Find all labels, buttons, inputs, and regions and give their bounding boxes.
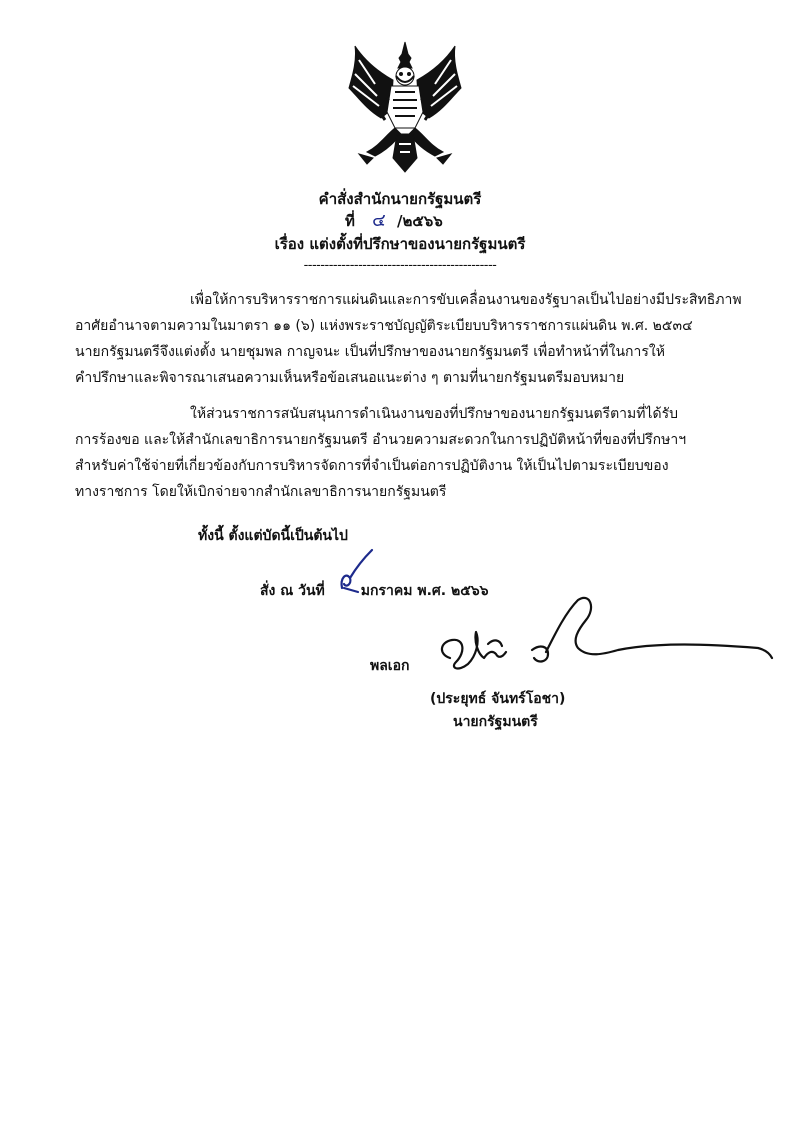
signature-mark [428, 592, 778, 682]
order-number-prefix: ที่ [345, 212, 355, 230]
paragraph-line: ทางราชการ โดยให้เบิกจ่ายจากสำนักเลขาธิการนายกรัฐมนตรี [75, 484, 447, 500]
effective-clause: ทั้งนี้ ตั้งแต่บัดนี้เป็นต้นไป [198, 528, 348, 544]
order-number [345, 211, 443, 231]
handwritten-day-mark [336, 548, 376, 598]
order-title: คำสั่งสำนักนายกรัฐมนตรี [318, 190, 482, 208]
paragraph-line: คำปรึกษาและพิจารณาเสนอความเห็นหรือข้อเสนอแนะต่าง ๆ ตามที่นายกรัฐมนตรีมอบหมาย [75, 370, 625, 386]
paragraph-1 [75, 287, 742, 391]
date-prefix: สั่ง ณ วันที่ [260, 583, 325, 599]
paragraph-line: สำหรับค่าใช้จ่ายที่เกี่ยวข้องกับการบริหารจัดการที่จำเป็นต่อการปฏิบัติงาน ให้เป็นไปตามระเบียบของ [75, 458, 669, 474]
paragraph-line: การร้องขอ และให้สำนักเลขาธิการนายกรัฐมนตรี อำนวยความสะดวกในการปฏิบัติหน้าที่ของที่ปรึกษาฯ [75, 432, 687, 448]
paragraph-line: นายกรัฐมนตรีจึงแต่งตั้ง นายชุมพล กาญจนะ เป็นที่ปรึกษาของนายกรัฐมนตรี เพื่อทำหน้าที่ในการให้ [75, 344, 665, 360]
paragraph-line: อาศัยอำนาจตามความในมาตรา ๑๑ (๖) แห่งพระราชบัญญัติระเบียบบริหารราชการแผ่นดิน พ.ศ. ๒๕๓๔ [75, 318, 693, 334]
date-month-year: มกราคม พ.ศ. ๒๕๖๖ [360, 583, 489, 599]
signer-name: (ประยุทธ์ จันทร์โอชา) [430, 691, 566, 707]
paragraph-2 [75, 401, 715, 505]
paragraph-line: ให้ส่วนราชการสนับสนุนการดำเนินงานของที่ปรึกษาของนายกรัฐมนตรีตามที่ได้รับ [190, 406, 679, 422]
order-number-suffix: /๒๕๖๖ [396, 212, 443, 230]
signer-rank: พลเอก [370, 658, 410, 674]
signer-title: นายกรัฐมนตรี [453, 714, 538, 730]
paragraph-line: เพื่อให้การบริหารราชการแผ่นดินและการขับเคลื่อนงานของรัฐบาลเป็นไปอย่างมีประสิทธิภาพ [190, 292, 742, 308]
garuda-emblem-icon [345, 40, 465, 175]
divider: ---------------------------------------------- [303, 258, 497, 273]
order-number-handwritten: ๔ [372, 210, 386, 231]
order-subject: เรื่อง แต่งตั้งที่ปรึกษาของนายกรัฐมนตรี [274, 235, 526, 253]
